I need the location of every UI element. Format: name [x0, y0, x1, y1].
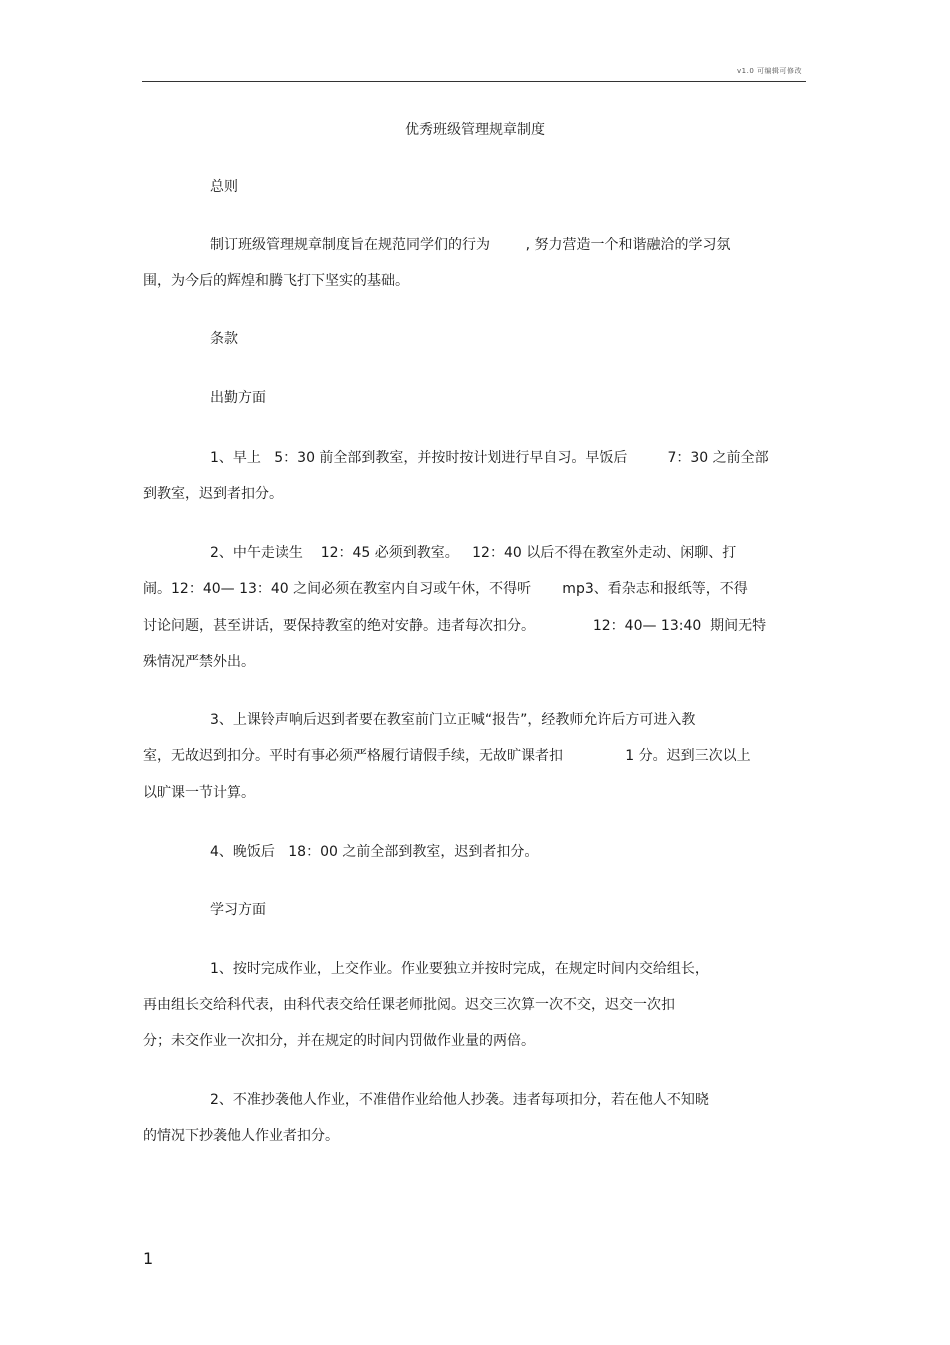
paragraph-line: 分；未交作业一次扣分，并在规定的时间内罚做作业量的两倍。 — [143, 1033, 535, 1049]
paragraph-line: 闹。12：40— 13：40 之间必须在教室内自习或午休，不得听 mp3、看杂志和报纸等，不得 — [143, 581, 748, 597]
paragraph-line: 2、中午走读生 12：45 必须到教室。 12：40 以后不得在教室外走动、闲聊、打 — [210, 545, 737, 561]
section-heading-general: 总则 — [210, 179, 238, 195]
paragraph-line: 制订班级管理规章制度旨在规范同学们的行为 , 努力营造一个和谐融洽的学习氛 — [210, 237, 731, 253]
section-heading-attendance: 出勤方面 — [210, 390, 266, 406]
document-title: 优秀班级管理规章制度 — [405, 122, 545, 138]
paragraph-line: 讨论问题，甚至讲话，要保持教室的绝对安静。违者每次扣分。 12：40— 13:40 期间无特 — [143, 618, 767, 634]
paragraph-line: 3、上课铃声响后迟到者要在教室前门立正喊“报告”，经教师允许后方可进入教 — [210, 712, 696, 728]
paragraph-line: 到教室，迟到者扣分。 — [143, 486, 283, 502]
page-number: 1 — [143, 1249, 154, 1268]
paragraph-line: 再由组长交给科代表，由科代表交给任课老师批阅。迟交三次算一次不交，迟交一次扣 — [143, 997, 675, 1013]
section-heading-clauses: 条款 — [210, 331, 238, 347]
paragraph-line: 以旷课一节计算。 — [143, 785, 255, 801]
paragraph-line: 室，无故迟到扣分。平时有事必须严格履行请假手续，无故旷课者扣 1 分。迟到三次以上 — [143, 748, 751, 764]
header-divider — [142, 81, 806, 82]
paragraph-line: 的情况下抄袭他人作业者扣分。 — [143, 1128, 339, 1144]
paragraph-line: 1、按时完成作业，上交作业。作业要独立并按时完成，在规定时间内交给组长， — [210, 961, 709, 977]
section-heading-study: 学习方面 — [210, 902, 266, 918]
header-version-label: v1.0 可编辑可修改 — [737, 67, 802, 75]
paragraph-line: 围，为今后的辉煌和腾飞打下坚实的基础。 — [143, 273, 409, 289]
paragraph-line: 2、不准抄袭他人作业，不准借作业给他人抄袭。违者每项扣分，若在他人不知晓 — [210, 1092, 709, 1108]
paragraph-line: 1、早上 5：30 前全部到教室，并按时按计划进行早自习。早饭后 7：30 之前全部 — [210, 450, 769, 466]
paragraph-line: 4、晚饭后 18：00 之前全部到教室，迟到者扣分。 — [210, 844, 539, 860]
paragraph-line: 殊情况严禁外出。 — [143, 654, 255, 670]
